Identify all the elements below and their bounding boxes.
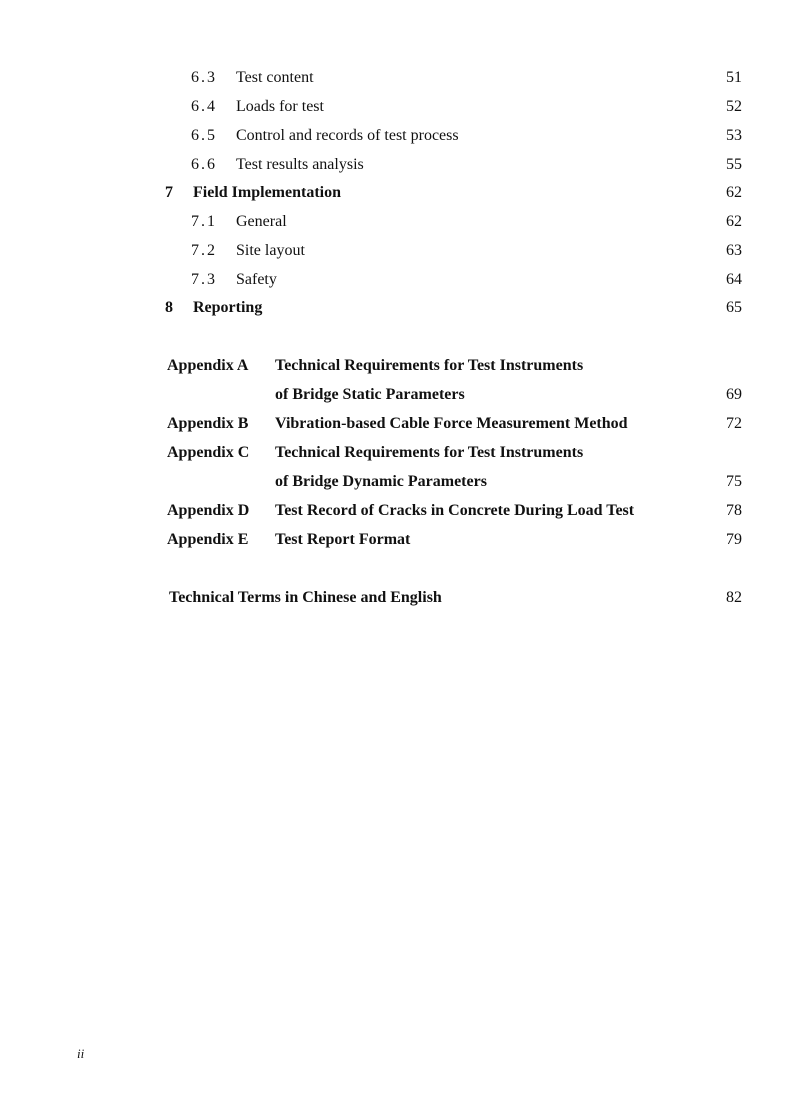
page-number: 75 [726,473,742,490]
page-number: 55 [726,156,742,173]
appendix-title-line1: Technical Requirements for Test Instruments [275,357,584,374]
toc-entry-6-4[interactable] [0,95,790,119]
page-number: 78 [726,502,742,519]
section-title: Safety [236,271,277,288]
toc-technical-terms[interactable] [0,586,790,610]
toc-appendix-a-cont[interactable] [0,383,790,407]
toc-entry-7-1[interactable] [0,210,790,234]
page-number: 51 [726,69,742,86]
appendix-title-line2: of Bridge Static Parameters [275,386,465,403]
toc-entry-6-6[interactable] [0,153,790,177]
chapter-title: Field Implementation [193,184,341,201]
section-title: Test content [236,69,314,86]
page-number: 64 [726,271,742,288]
section-title: Control and records of test process [236,127,459,144]
section-title: Loads for test [236,98,324,115]
appendix-title: Test Record of Cracks in Concrete During Load Test [275,502,635,519]
folio-page-number: ii [77,1046,85,1061]
appendix-label: Appendix C [167,444,250,461]
toc-appendix-d[interactable] [0,499,790,523]
section-title: Test results analysis [236,156,364,173]
toc-entry-7-3[interactable] [0,268,790,292]
page-number: 62 [726,213,742,230]
toc-chapter-7[interactable] [0,181,790,205]
toc-appendix-e[interactable] [0,528,790,552]
toc-appendix-c-cont[interactable] [0,470,790,494]
terms-title: Technical Terms in Chinese and English [169,589,442,606]
page-number: 69 [726,386,742,403]
page-number: 72 [726,415,742,432]
toc-appendix-a[interactable] [0,354,790,378]
section-title: Site layout [236,242,305,259]
section-number: 7.3 [191,271,217,288]
toc-entry-7-2[interactable] [0,239,790,263]
toc-appendix-b[interactable] [0,412,790,436]
section-number: 6.4 [191,98,217,115]
page-number: 53 [726,127,742,144]
toc-appendix-c[interactable] [0,441,790,465]
page-number: 65 [726,299,742,316]
chapter-title: Reporting [193,299,263,316]
appendix-label: Appendix E [167,531,249,548]
page-number: 82 [726,589,742,606]
toc-entry-6-5[interactable] [0,124,790,148]
toc-entry-6-3[interactable] [0,66,790,90]
toc-chapter-8[interactable] [0,296,790,320]
appendix-title: Test Report Format [275,531,411,548]
section-title: General [236,213,287,230]
appendix-label: Appendix A [167,357,249,374]
section-number: 6.6 [191,156,217,173]
page-number: 79 [726,531,742,548]
section-number: 6.5 [191,127,217,144]
page-number: 52 [726,98,742,115]
page-number: 63 [726,242,742,259]
chapter-number: 8 [165,299,173,316]
appendix-title-line2: of Bridge Dynamic Parameters [275,473,487,490]
section-number: 7.1 [191,213,217,230]
appendix-label: Appendix D [167,502,250,519]
chapter-number: 7 [165,184,173,201]
page-number: 62 [726,184,742,201]
appendix-title-line1: Technical Requirements for Test Instruments [275,444,584,461]
appendix-label: Appendix B [167,415,249,432]
section-number: 7.2 [191,242,217,259]
section-number: 6.3 [191,69,217,86]
appendix-title: Vibration-based Cable Force Measurement Method [275,415,628,432]
